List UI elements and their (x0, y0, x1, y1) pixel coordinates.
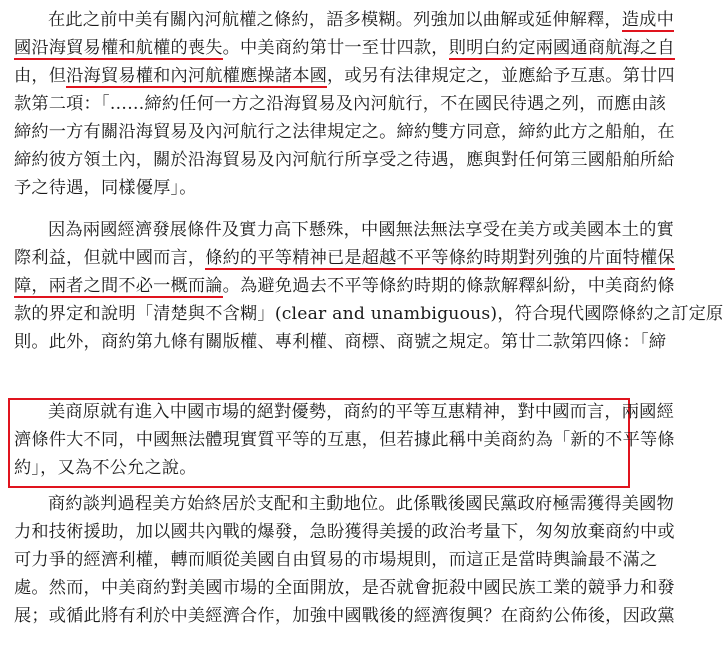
text-line: 款第二項：「……締約任何一方之沿海貿易及內河航行，不在國民待遇之列，而應由該 (14, 94, 667, 114)
paragraph-1 (14, 6, 675, 202)
text-line: 由，但沿海貿易權和內河航權應操諸本國，或另有法律規定之，並應給予互惠。第廿四 (14, 66, 675, 86)
text-line: 際利益，但就中國而言，條約的平等精神已是超越不平等條約時期對列強的片面特權保 (14, 248, 675, 268)
paragraph-2 (14, 216, 723, 356)
text-line: 在此之前中美有關內河航權之條約，語多模糊。列強加以曲解或延伸解釋，造成中 (48, 10, 674, 30)
text-line: 予之待遇，同樣優厚」。 (14, 178, 197, 198)
text-line: 締約一方有關沿海貿易及內河航行之法律規定之。締約雙方同意，締約此方之船舶，在 (14, 122, 675, 142)
text-line: 力和技術援助，加以國共內戰的爆發，急盼獲得美援的政治考量下，匆匆放棄商約中或 (14, 522, 675, 542)
red-underline: 國沿海貿易權和航權的喪失 (14, 38, 223, 58)
paragraph-3-boxed (14, 398, 675, 482)
text-line: 障，兩者之間不必一概而論。為避免過去不平等條約時期的條款解釋糾紛，中美商約條 (14, 276, 675, 296)
text-line: 款的界定和說明「清楚與不含糊」(clear and unambiguous)，符合現代國際條約之訂定原 (14, 304, 723, 324)
text-line: 處。然而，中美商約對美國市場的全面開放，是否就會扼殺中國民族工業的競爭力和發 (14, 578, 675, 598)
red-underline: 障，兩者之間不必一概而論 (14, 276, 223, 296)
red-underline: 條約的平等精神已是超越不平等條約時期對列強的片面特權保 (205, 248, 675, 268)
text-line: 濟條件大不同，中國無法體現實質平等的互惠，但若據此稱中美商約為「新的不平等條 (14, 430, 675, 450)
red-underline: 則明白約定兩國通商航海之自 (448, 38, 675, 58)
text-line: 約」，又為不公允之說。 (14, 458, 197, 478)
paragraph-4 (14, 490, 675, 630)
text-line: 締約彼方領土內，關於沿海貿易及內河航行所享受之待遇，應與對任何第三國船舶所給 (14, 150, 675, 170)
red-underline: 沿海貿易權和內河航權應操諸本國 (66, 66, 327, 86)
text-line: 因為兩國經濟發展條件及實力高下懸殊，中國無法無法享受在美方或美國本土的實 (48, 220, 674, 240)
text-line: 則。此外，商約第九條有關版權、專利權、商標、商號之規定。第廿二款第四條：「締 (14, 332, 667, 352)
text-line: 國沿海貿易權和航權的喪失。中美商約第廿一至廿四款，則明白約定兩國通商航海之自 (14, 38, 675, 58)
text-line: 商約談判過程美方始終居於支配和主動地位。此係戰後國民黨政府極需獲得美國物 (48, 494, 674, 514)
text-line: 可力爭的經濟利權，轉而順從美國自由貿易的市場規則，而這正是當時輿論最不滿之 (14, 550, 658, 570)
text-line: 展；或循此將有利於中美經濟合作，加強中國戰後的經濟復興？在商約公佈後，因政黨 (14, 606, 675, 626)
red-underline: 造成中 (621, 10, 674, 30)
text-line: 美商原就有進入中國市場的絕對優勢，商約的平等互惠精神，對中國而言，兩國經 (48, 402, 674, 422)
